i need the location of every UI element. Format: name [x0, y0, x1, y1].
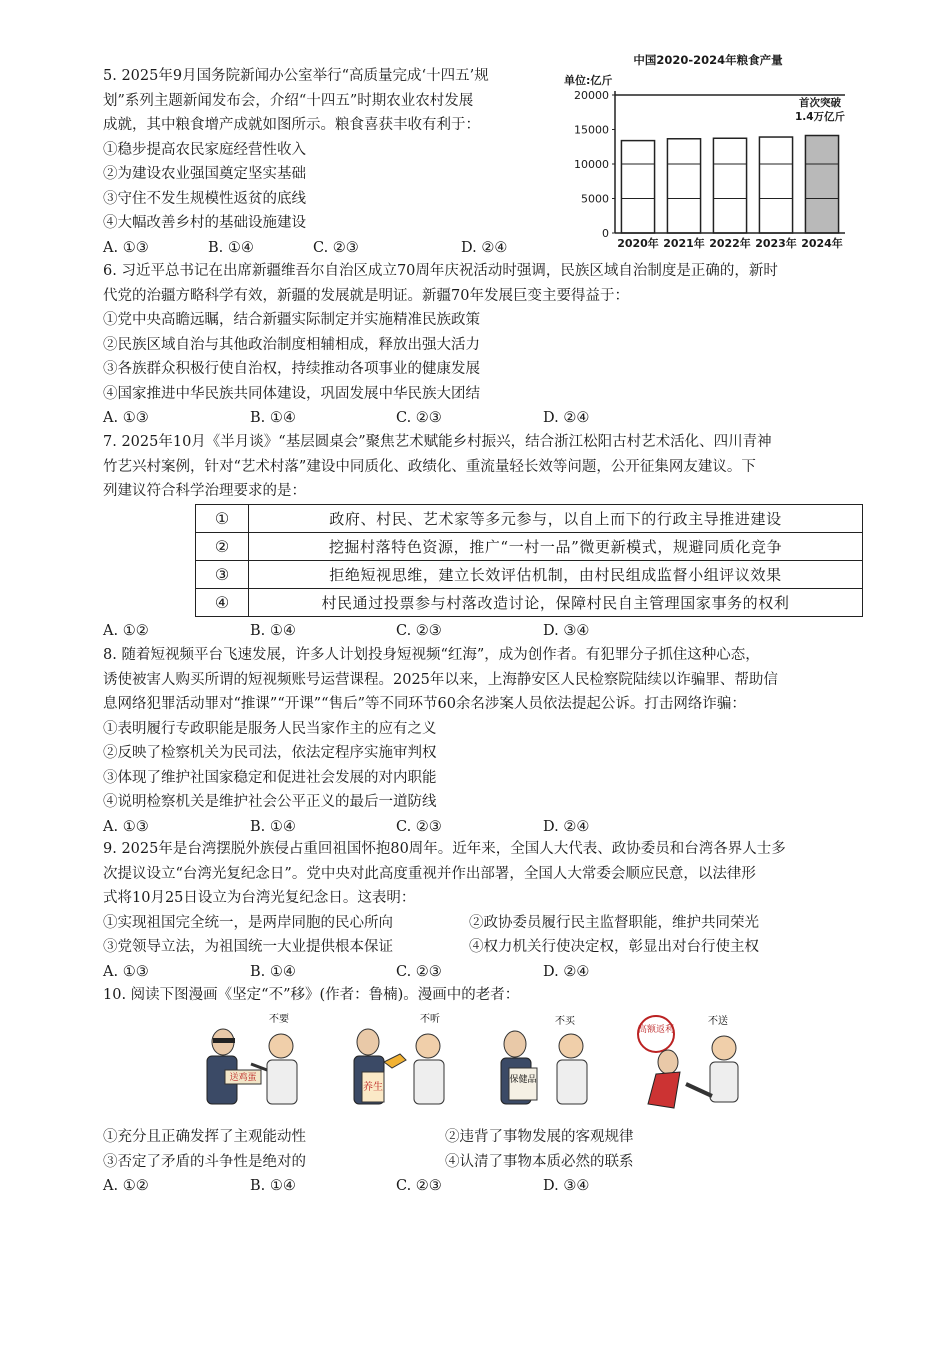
q5-option-a[interactable]: A. ①③	[103, 239, 149, 256]
q10-item-4: ④认清了事物本质必然的联系	[445, 1153, 634, 1170]
table-row	[196, 533, 863, 561]
q10-item-3: ③否定了矛盾的斗争性是绝对的	[103, 1153, 306, 1170]
y-tick-label: 15000	[574, 123, 609, 137]
q6-option-d[interactable]: D. ②④	[543, 410, 590, 426]
q6-item-1: ①党中央高瞻远瞩，结合新疆实际制定并实施精准民族政策	[103, 312, 480, 328]
q8-option-a[interactable]: A. ①③	[103, 818, 149, 835]
q7-options-block	[103, 619, 843, 644]
cartoon-speech-no-listen: 不听	[420, 1014, 440, 1025]
x-axis-labels	[617, 236, 843, 250]
y-tick-label: 20000	[574, 89, 609, 102]
q10-stem-line: 10. 阅读下图漫画《坚定“不”移》(作者：鲁楠)。漫画中的老者：	[103, 987, 520, 1003]
q7-option-d[interactable]: D. ③④	[543, 623, 590, 639]
q9-option-a[interactable]: A. ①③	[103, 963, 149, 980]
x-tick-label: 2023年	[755, 237, 797, 250]
q6-item-3: ③各族群众积极行使自治权，持续推动各项事业的健康发展	[103, 361, 480, 377]
table-cell-text: 村民通过投票参与村落改造讨论，保障村民自主管理国家事务的权利	[249, 589, 863, 617]
q8-options	[103, 815, 843, 840]
q10-options	[103, 1174, 843, 1199]
q6-option-b[interactable]: B. ①④	[250, 410, 296, 426]
bar-2023年	[759, 137, 792, 233]
grain-output-chart	[560, 48, 850, 253]
q10-option-a[interactable]: A. ①②	[103, 1178, 149, 1194]
q7-stem-line: 7. 2025年10月《半月谈》“基层圆桌会”聚焦艺术赋能乡村振兴，结合浙江松阳古村艺术活化、四川青神	[103, 434, 772, 450]
chart-ylabel: 单位:亿斤	[564, 74, 613, 87]
q9-stem-line: 式将10月25日设立为台湾光复纪念日。这表明：	[103, 890, 416, 906]
q6-option-a[interactable]: A. ①③	[103, 410, 149, 426]
q9-option-b[interactable]: B. ①④	[250, 963, 296, 980]
cartoon-label-health: 养生	[363, 1082, 383, 1093]
table-row	[196, 505, 863, 533]
question-8	[103, 643, 843, 839]
question-6	[103, 259, 843, 431]
x-tick-label: 2022年	[709, 237, 751, 250]
table-cell-text: 挖掘村落特色资源，推广“一村一品”微更新模式，规避同质化竞争	[249, 533, 863, 561]
cartoon-panel-1	[195, 1012, 320, 1117]
q10-item-2: ②违背了事物发展的客观规律	[445, 1129, 634, 1145]
q7-option-b[interactable]: B. ①④	[250, 623, 296, 639]
cartoon-speech-no-want: 不要	[269, 1014, 289, 1025]
q8-stem-line: 息网络犯罪活动罪对“推课”“开课”“售后”等不同环节60余名涉案人员依法提起公诉。打击网络诈骗：	[103, 696, 746, 712]
q5-stem-line: 成就，其中粮食增产成就如图所示。粮食喜获丰收有利于：	[103, 117, 480, 133]
question-10	[103, 983, 519, 1008]
q8-option-c[interactable]: C. ②③	[396, 818, 442, 835]
table-cell-num: ④	[196, 589, 249, 617]
q5-stem-line: 5. 2025年9月国务院新闻办公室举行“高质量完成‘十四五’规	[103, 68, 489, 84]
q9-item-1: ①实现祖国完全统一，是两岸同胞的民心所向	[103, 914, 393, 931]
q10-option-c[interactable]: C. ②③	[396, 1178, 442, 1194]
question-9	[103, 837, 863, 984]
table-row	[196, 561, 863, 589]
bar-2020年	[621, 141, 654, 233]
cartoon-panel-4	[630, 1012, 755, 1117]
y-tick-label: 0	[602, 227, 609, 240]
cartoon-speech-no-buy: 不买	[555, 1016, 575, 1027]
q6-options	[103, 406, 843, 431]
q8-stem-line: 诱使被害人购买所谓的短视频账号运营课程。2025年以来，上海静安区人民检察院陆续以诈骗罪、帮助信	[103, 671, 778, 688]
y-tick-label: 5000	[581, 192, 609, 206]
q8-option-d[interactable]: D. ②④	[543, 818, 590, 835]
q7-proposal-table	[195, 504, 863, 617]
q9-items-row	[103, 911, 863, 936]
table-cell-num: ①	[196, 505, 249, 533]
q5-item-2: ②为建设农业强国奠定坚实基础	[103, 166, 306, 182]
q9-option-d[interactable]: D. ②④	[543, 963, 590, 980]
q7-stem-line: 列建议符合科学治理要求的是：	[103, 483, 306, 499]
x-tick-label: 2020年	[617, 237, 659, 250]
q8-item-2: ②反映了检察机关为民司法，依法定程序实施审判权	[103, 745, 437, 761]
q5-option-c[interactable]: C. ②③	[313, 239, 359, 256]
q6-item-2: ②民族区域自治与其他政治制度相辅相成，释放出强大活力	[103, 336, 480, 353]
question-7	[103, 430, 772, 504]
q8-item-3: ③体现了维护社国家稳定和促进社会发展的对内职能	[103, 769, 437, 786]
cartoon-label-supplement: 保健品	[509, 1075, 537, 1085]
q5-item-4: ④大幅改善乡村的基础设施建设	[103, 215, 306, 231]
q5-stem-line: 划”系列主题新闻发布会，介绍“十四五”时期农业农村发展	[103, 92, 474, 109]
q7-option-c[interactable]: C. ②③	[396, 623, 442, 639]
table-cell-num: ②	[196, 533, 249, 561]
y-tick-label: 10000	[574, 158, 609, 171]
cartoon-firmly-no	[195, 1012, 755, 1117]
q7-option-a[interactable]: A. ①②	[103, 623, 149, 639]
q8-stem-line: 8. 随着短视频平台飞速发展，许多人计划投身短视频“红海”，成为创作者。有犯罪分子抓住这种心态，	[103, 647, 760, 663]
cartoon-label-eggs: 送鸡蛋	[229, 1073, 257, 1083]
q5-item-1: ①稳步提高农民家庭经营性收入	[103, 141, 306, 158]
q10-option-d[interactable]: D. ③④	[543, 1178, 590, 1194]
q9-item-4: ④权力机关行使决定权，彰显出对台行使主权	[469, 939, 759, 955]
table-cell-text: 拒绝短视思维，建立长效评估机制，由村民组成监督小组评议效果	[249, 561, 863, 589]
q8-option-b[interactable]: B. ①④	[250, 818, 296, 835]
table-cell-num: ③	[196, 561, 249, 589]
q10-item-1: ①充分且正确发挥了主观能动性	[103, 1129, 306, 1145]
bar-2022年	[713, 138, 746, 233]
q7-options	[103, 619, 843, 644]
q9-stem-line: 次提议设立“台湾光复纪念日”。党中央对此高度重视并作出部署，全国人大常委会顺应民意，以法律形	[103, 865, 756, 882]
cartoon-label-high-return: 高额返利	[637, 1025, 675, 1035]
q10-items-row	[103, 1150, 863, 1175]
q9-items-row	[103, 935, 863, 960]
q9-item-3: ③党领导立法，为祖国统一大业提供根本保证	[103, 939, 393, 955]
q9-options	[103, 960, 843, 985]
x-tick-label: 2024年	[801, 237, 843, 250]
chart-annotation-line1: 首次突破	[799, 97, 841, 109]
chart-title: 中国2020-2024年粮食产量	[633, 53, 783, 67]
q6-option-c[interactable]: C. ②③	[396, 410, 442, 426]
bars	[621, 136, 838, 233]
q9-stem-line: 9. 2025年是台湾摆脱外族侵占重回祖国怀抱80周年。近年来，全国人大代表、政协委员和台湾各界人士多	[103, 841, 786, 857]
q8-item-1: ①表明履行专政职能是服务人民当家作主的应有之义	[103, 720, 437, 737]
cartoon-panel-2	[340, 1012, 465, 1117]
q5-item-3: ③守住不发生规模性返贫的底线	[103, 190, 306, 207]
q10-items-row	[103, 1125, 863, 1150]
chart-annotation-line2: 1.4万亿斤	[794, 111, 846, 123]
q6-stem-line: 代党的治疆方略科学有效，新疆的发展就是明证。新疆70年发展巨变主要得益于：	[103, 287, 629, 304]
cartoon-speech-no-give: 不送	[708, 1016, 728, 1027]
q6-item-4: ④国家推进中华民族共同体建设，巩固发展中华民族大团结	[103, 385, 480, 402]
q10-choices	[103, 1125, 863, 1199]
q7-stem-line: 竹艺兴村案例，针对“艺术村落”建设中同质化、政绩化、重流量轻长效等问题，公开征集网友建议。下	[103, 458, 756, 475]
q5-option-b[interactable]: B. ①④	[208, 239, 254, 256]
q9-option-c[interactable]: C. ②③	[396, 963, 442, 980]
q10-option-b[interactable]: B. ①④	[250, 1178, 296, 1194]
table-cell-text: 政府、村民、艺术家等多元参与，以自上而下的行政主导推进建设	[249, 505, 863, 533]
cartoon-panel-3	[485, 1012, 610, 1117]
q9-item-2: ②政协委员履行民主监督职能，维护共同荣光	[469, 914, 759, 931]
q5-option-d[interactable]: D. ②④	[461, 239, 508, 256]
q6-stem-line: 6. 习近平总书记在出席新疆维吾尔自治区成立70周年庆祝活动时强调，民族区域自治制度是正确的，新时	[103, 263, 778, 279]
x-tick-label: 2021年	[663, 237, 705, 250]
table-row	[196, 589, 863, 617]
bar-2021年	[667, 139, 700, 233]
bar-2024年	[805, 136, 838, 233]
q8-item-4: ④说明检察机关是维护社会公平正义的最后一道防线	[103, 794, 437, 810]
